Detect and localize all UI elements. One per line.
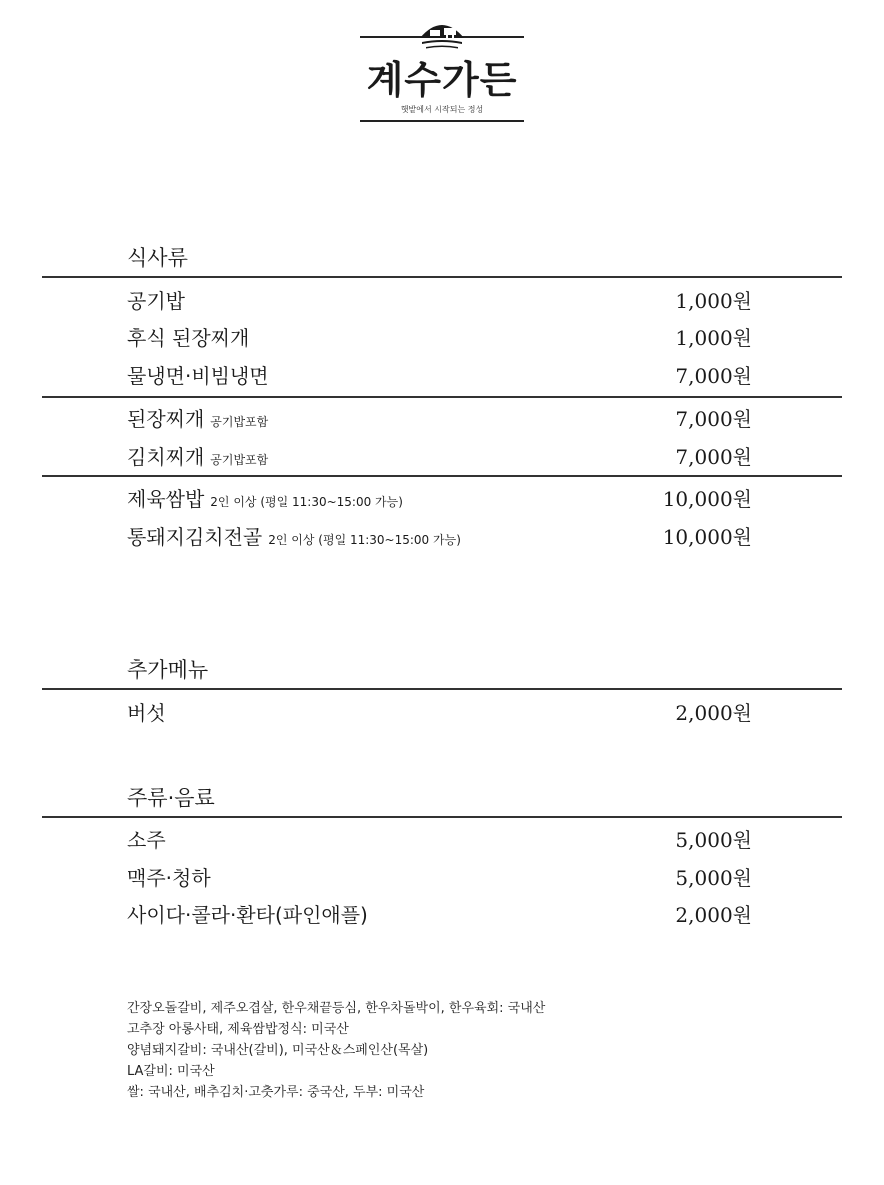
menu-item-price: 7,000원 <box>675 364 752 388</box>
section-rule <box>42 688 842 690</box>
menu-item-name: 제육쌈밥 <box>127 487 205 511</box>
origin-line: 양념돼지갈비: 국내산(갈비), 미국산＆스페인산(목살) <box>127 1043 429 1058</box>
menu-item <box>127 898 752 932</box>
menu-item-name: 맥주·청하 <box>127 866 211 890</box>
origin-line: 고추장 아롱사태, 제육쌈밥정식: 미국산 <box>127 1022 349 1037</box>
menu-item <box>127 440 752 474</box>
menu-item-name: 김치찌개 <box>127 445 205 469</box>
menu-item-name-line <box>127 482 403 519</box>
menu-item-name: 공기밥 <box>127 289 185 313</box>
menu-item <box>127 861 752 895</box>
logo-bottom-rule <box>360 120 524 122</box>
origin-line: 쌀: 국내산, 배추김치·고춧가루: 중국산, 두부: 미국산 <box>127 1085 425 1100</box>
menu-item-note: 공기밥포함 <box>210 415 269 429</box>
menu-item <box>127 823 752 857</box>
menu-item <box>127 284 752 318</box>
brand-logo <box>360 16 524 124</box>
origin-notice <box>127 998 545 1103</box>
menu-item-name: 버섯 <box>127 701 166 725</box>
menu-item-price: 7,000원 <box>675 407 752 431</box>
menu-item-name: 통돼지김치전골 <box>127 525 263 549</box>
menu-item-name: 후식 된장찌개 <box>127 326 250 350</box>
menu-item-price: 1,000원 <box>675 289 752 313</box>
menu-item <box>127 696 752 730</box>
section-title-meals: 식사류 <box>127 246 188 270</box>
menu-item-price: 10,000원 <box>662 487 752 511</box>
brand-tagline: 햇밭에서 시작되는 정성 <box>400 105 484 114</box>
menu-item-name-line <box>127 440 268 477</box>
menu-item-name: 사이다·콜라·환타(파인애플) <box>127 903 368 927</box>
menu-item <box>127 359 752 393</box>
menu-item-note: 2인 이상 (평일 11:30~15:00 가능) <box>210 495 403 509</box>
menu-item-price: 5,000원 <box>675 828 752 852</box>
menu-item <box>127 402 752 436</box>
group-divider <box>42 475 842 477</box>
origin-line: 간장오돌갈비, 제주오겹살, 한우채끝등심, 한우차돌박이, 한우육회: 국내산 <box>127 1001 546 1016</box>
menu-item-note: 2인 이상 (평일 11:30~15:00 가능) <box>268 533 461 547</box>
section-rule <box>42 276 842 278</box>
menu-item-price: 7,000원 <box>675 445 752 469</box>
menu-item-name: 물냉면·비빔냉면 <box>127 364 269 388</box>
menu-item-note: 공기밥포함 <box>210 453 269 467</box>
menu-item-price: 5,000원 <box>675 866 752 890</box>
menu-item <box>127 321 752 355</box>
menu-item-price: 2,000원 <box>675 701 752 725</box>
menu-item-price: 1,000원 <box>675 326 752 350</box>
menu-item-price: 10,000원 <box>662 525 752 549</box>
group-divider <box>42 396 842 398</box>
cow-barn-emblem-icon <box>416 16 468 52</box>
section-title-drinks: 주류·음료 <box>127 786 215 810</box>
menu-item-name-line <box>127 520 461 557</box>
origin-line: LA갈비: 미국산 <box>127 1064 215 1079</box>
menu-item-price: 2,000원 <box>675 903 752 927</box>
menu-item-name: 된장찌개 <box>127 407 205 431</box>
menu-item-name: 소주 <box>127 828 166 852</box>
menu-item-name-line <box>127 402 268 439</box>
menu-item <box>127 482 752 516</box>
section-title-extras: 추가메뉴 <box>127 658 209 682</box>
section-rule <box>42 816 842 818</box>
menu-item <box>127 520 752 554</box>
brand-name: 계수가든 <box>366 58 518 102</box>
